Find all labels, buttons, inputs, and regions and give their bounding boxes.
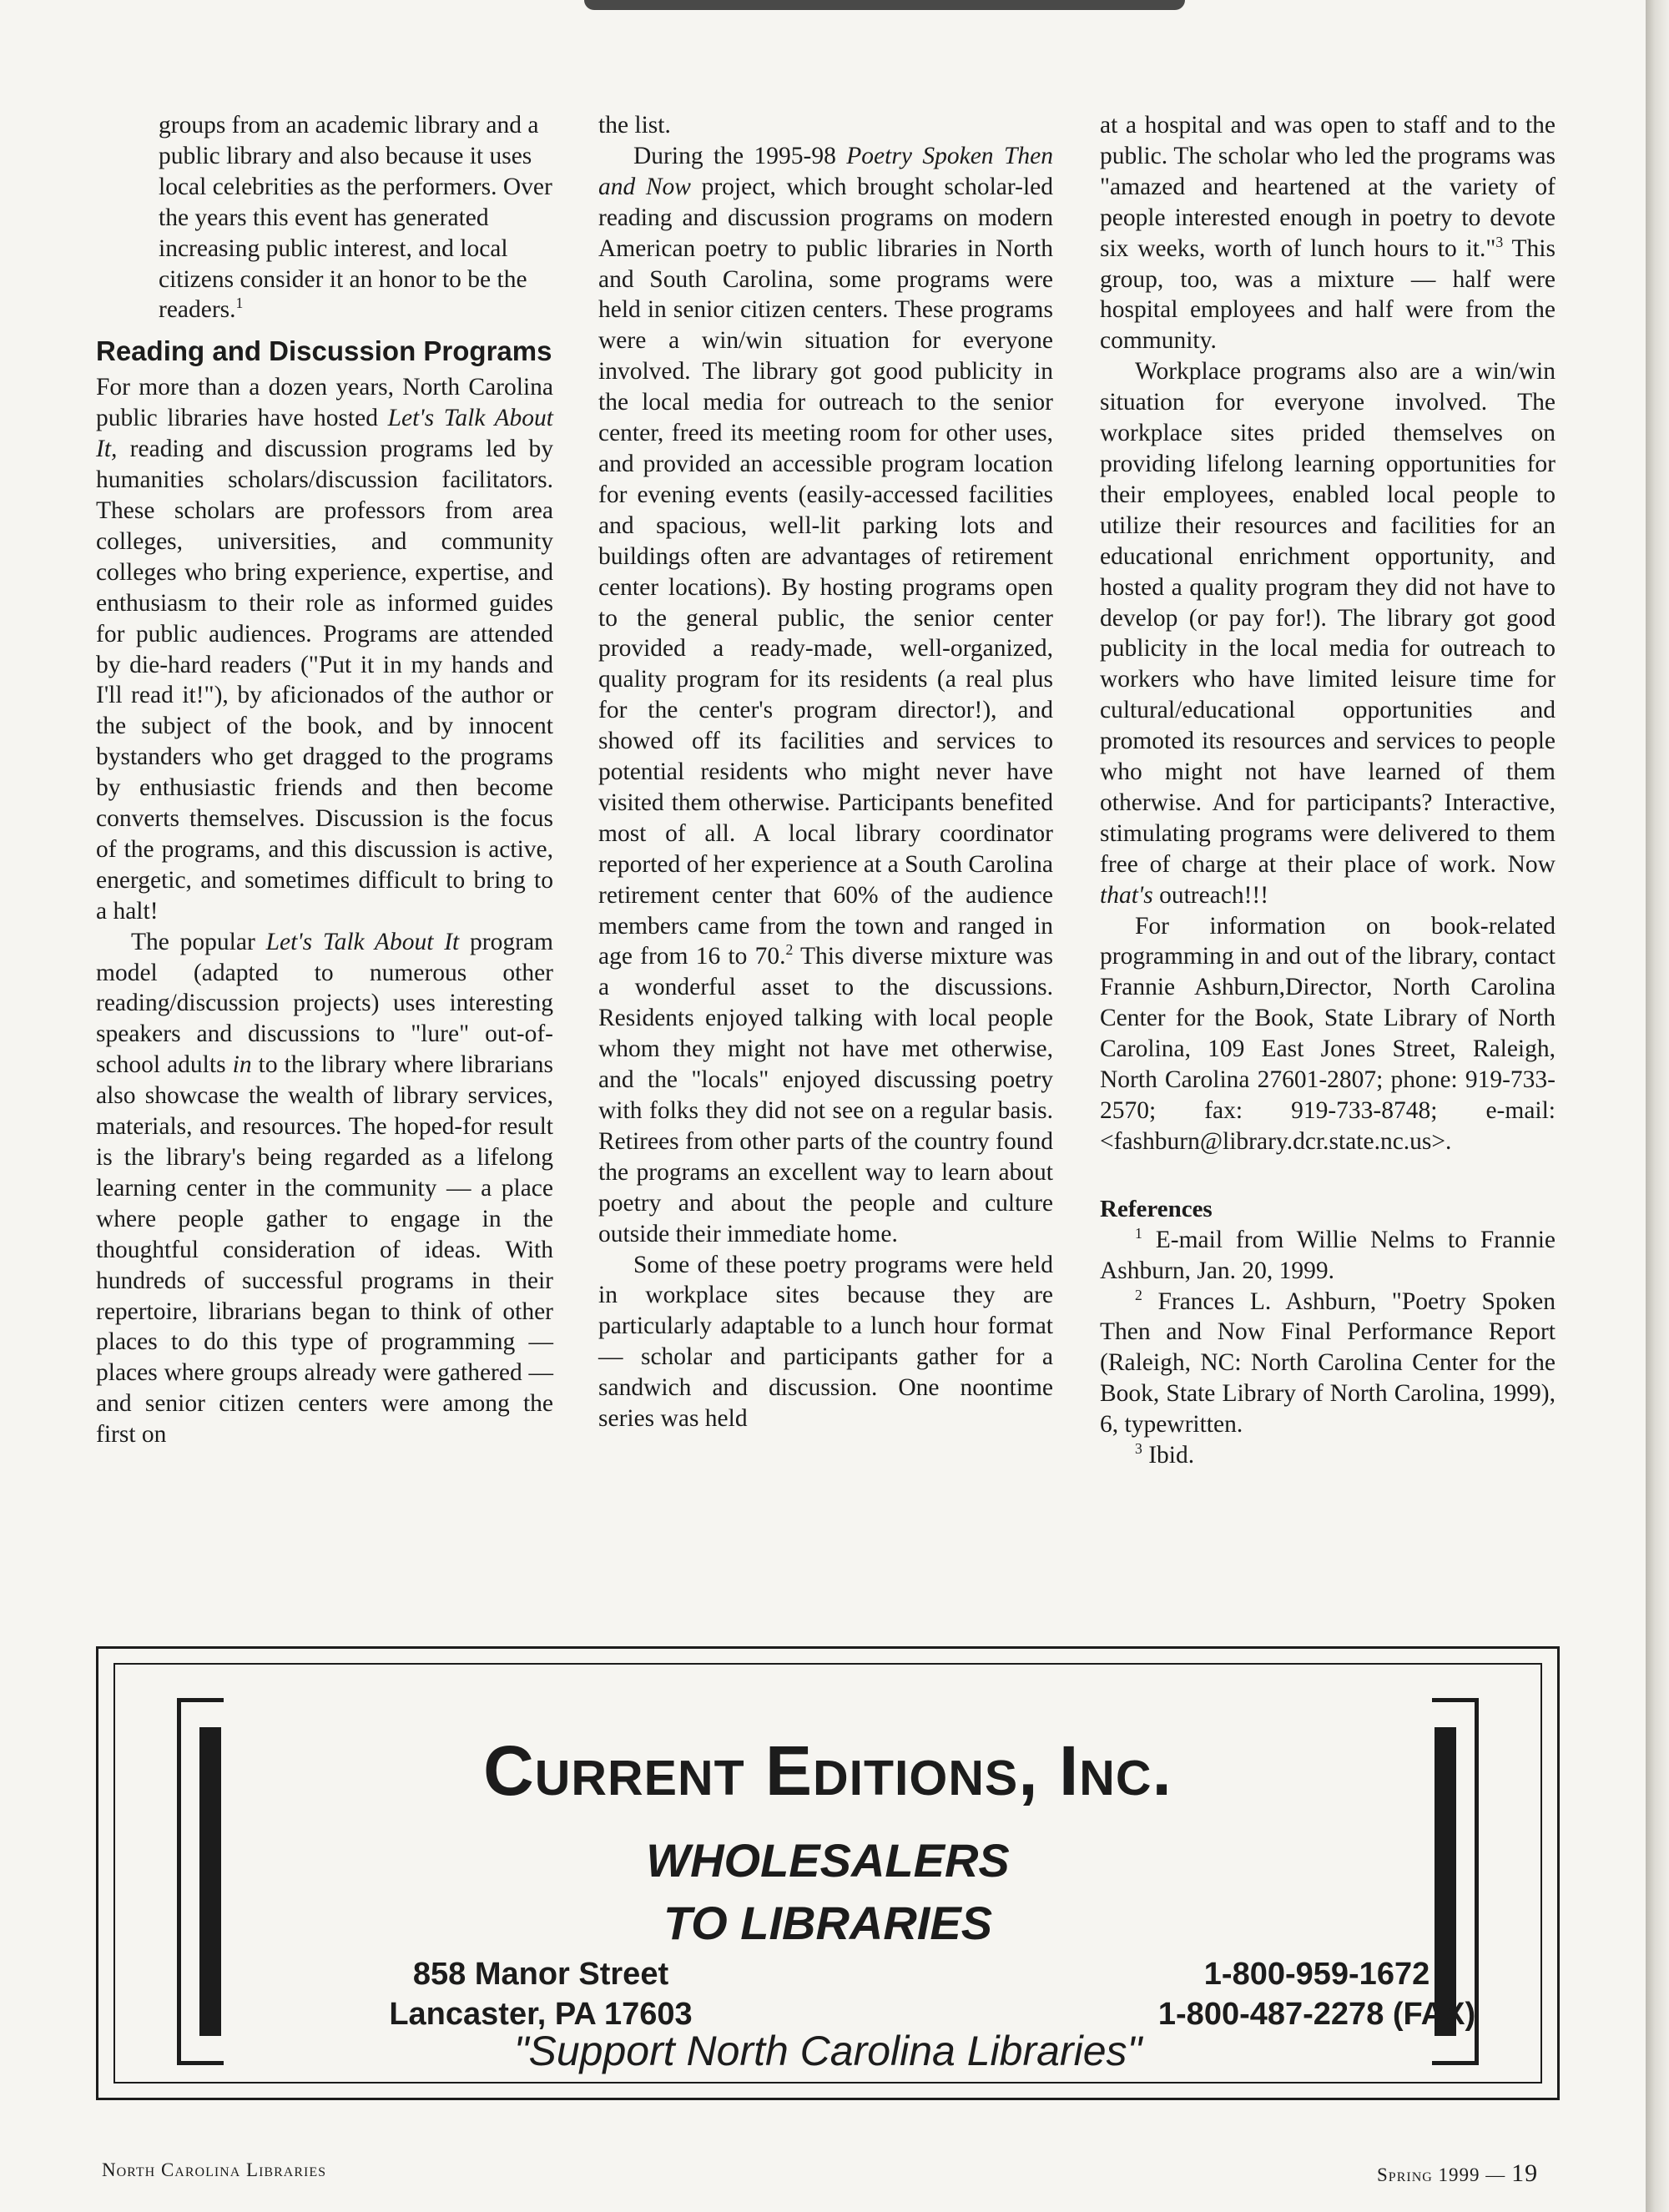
footnote-ref: 1 [235, 295, 244, 312]
page-number: 19 [1511, 2159, 1539, 2187]
footer-publication: North Carolina Libraries [102, 2159, 326, 2180]
text-column-1 [96, 110, 553, 1450]
footnote-ref: 3 [1495, 233, 1504, 250]
paragraph-contact: For information on book-related programming in and out of the library, contact Frannie Ashburn,Director, North Carolina Center for the Book, State Library of North Carolina, 109 East Jones Street, Raleigh, North Carolina 27601-2807; phone: 919-733-2570; fax: 919-733-8748; e-mail: <fashburn@library.dcr.state.nc.us>. [1100, 912, 1556, 1155]
page-edge-shadow [1646, 0, 1669, 2212]
ad-address: 858 Manor Street Lancaster, PA 17603 [389, 1957, 693, 2032]
ad-company-name: Current Editions, Inc. [483, 1731, 1172, 1810]
ad-tagline-2: TO LIBRARIES [663, 1897, 993, 1949]
paragraph: The popular Let's Talk About It program model (adapted to numerous other reading/discussion projects) uses interesting speakers and discussions to "lure" out-of-school adults in to the library where librarians also showcase the wealth of library services, materials, and resources. The hoped-for result is the library's being regarded as a lifelong learning center in the community — a place where people gather to engage in the thoughtful consideration of ideas. With hundreds of successful programs in their repertoire, librarians began to think of other places to do this type of programming — places where groups already were gathered — and senior citizen centers were among the first on [96, 928, 553, 1449]
paragraph-intro: groups from an academic library and a public library and also because it uses local celebrities as the performers. Over the years this event has generated increasing public interest, and local citizens consider it an honor to be the readers.$^1$ [159, 112, 552, 324]
reference-2: $^2$ Frances L. Ashburn, "Poetry Spoken Then and Now Final Performance Report (Raleigh, NC: North Carolina Center for the Book, State Library of North Carolina, 1999), 6, typewritten. [1100, 1286, 1556, 1439]
footnote-ref: 2 [785, 941, 794, 959]
top-masthead-strip [584, 0, 1185, 10]
text-column-2 [598, 110, 1053, 1434]
paragraph-continued: at a hospital and was open to staff and to the public. The scholar who led the programs was "amazed and heartened at the variety of people interested enough in poetry to devote six weeks, worth of lunch hours to it."$^3$ This group, too, was a mixture — half were hospital employees and half were from the community. [1100, 112, 1556, 355]
ad-tagline-1: WHOLESALERS [646, 1834, 1010, 1887]
section-heading: Reading and Discussion Programs [96, 335, 552, 367]
references-heading: References [1100, 1195, 1213, 1222]
paragraph: Some of these poetry programs were held in workplace sites because they are particularly adaptable to a lunch hour format — scholar and participants gather for a sandwich and discussion. One noontime series was held [598, 1251, 1053, 1433]
paragraph: During the 1995-98 Poetry Spoken Then and Now project, which brought scholar-led reading and discussion programs on modern American poetry to public libraries in North and South Carolina, some programs were held in senior citizen centers. These programs were a win/win situation for everyone involved. The library got good publicity in the local media for outreach to the senior center, freed its meeting room for other uses, and provided an accessible program location for evening events (easily-accessed facilities and spacious, well-lit parking lots and buildings often are advantages of retirement center locations). By hosting programs open to the general public, the senior center provided a ready-made, well-organized, quality program for its residents (a real plus for the center's program director!), and showed off its facilities and services to potential residents who might never have visited them otherwise. Participants benefited most of all. A local library coordinator reported of her experience at a South Carolina retirement center that 60% of the audience members came from the town and ranged in age from 16 to 70.$^2$ This diverse mixture was a wonderful asset to the discussions. Residents enjoyed talking with local people whom they might not have met otherwise, and the "locals" enjoyed discussing poetry with folks they did not see on a regular basis. Retirees from other parts of the country found the programs an excellent way to learn about poetry and about the people and culture outside their immediate home. [598, 142, 1053, 1247]
reference-3: $^3$ Ibid. [1135, 1440, 1195, 1469]
paragraph-continued: the list. [598, 112, 671, 139]
ad-slogan: "Support North Carolina Libraries" [513, 2028, 1142, 2074]
advertisement [96, 1646, 1560, 2100]
reference-1: $^1$ E-mail from Willie Nelms to Frannie Ashburn, Jan. 20, 1999. [1100, 1224, 1556, 1284]
text-column-3 [1100, 110, 1556, 1471]
paragraph: For more than a dozen years, North Carolina public libraries have hosted Let's Talk About It, reading and discussion programs led by humanities scholars/discussion facilitators. These scholars are professors from area colleges, universities, and community colleges who bring experience, expertise, and enthusiasm to their role as informed guides for public audiences. Programs are attended by die-hard readers ("Put it in my hands and I'll read it!"), by aficionados of the author or the subject of the book, and by innocent bystanders who get dragged to the programs by enthusiastic friends and then become converts themselves. Discussion is the focus of the programs, and this discussion is active, energetic, and sometimes difficult to bring to a halt! [96, 374, 553, 925]
ad-inner-frame [113, 1663, 1542, 2084]
ad-phone-numbers: 1-800-959-1672 1-800-487-2278 (FAX) [1157, 1957, 1476, 2032]
paragraph: Workplace programs also are a win/win situation for everyone involved. The workplace sites prided themselves on providing lifelong learning opportunities for their employees, enabled local people to utilize their resources and facilities for an educational enrichment opportunity, and hosted a quality program they did not have to develop (or pay for!). The library got good publicity in the local media for outreach to workers who have limited leisure time for cultural/educational opportunities and promoted its resources and services to people who might not have learned of them otherwise. And for participants? Interactive, stimulating programs were delivered to them free of charge at their place of work. Now that's outreach!!! [1100, 358, 1556, 909]
footer-issue: Spring 1999 — 19 [1377, 2159, 1539, 2187]
